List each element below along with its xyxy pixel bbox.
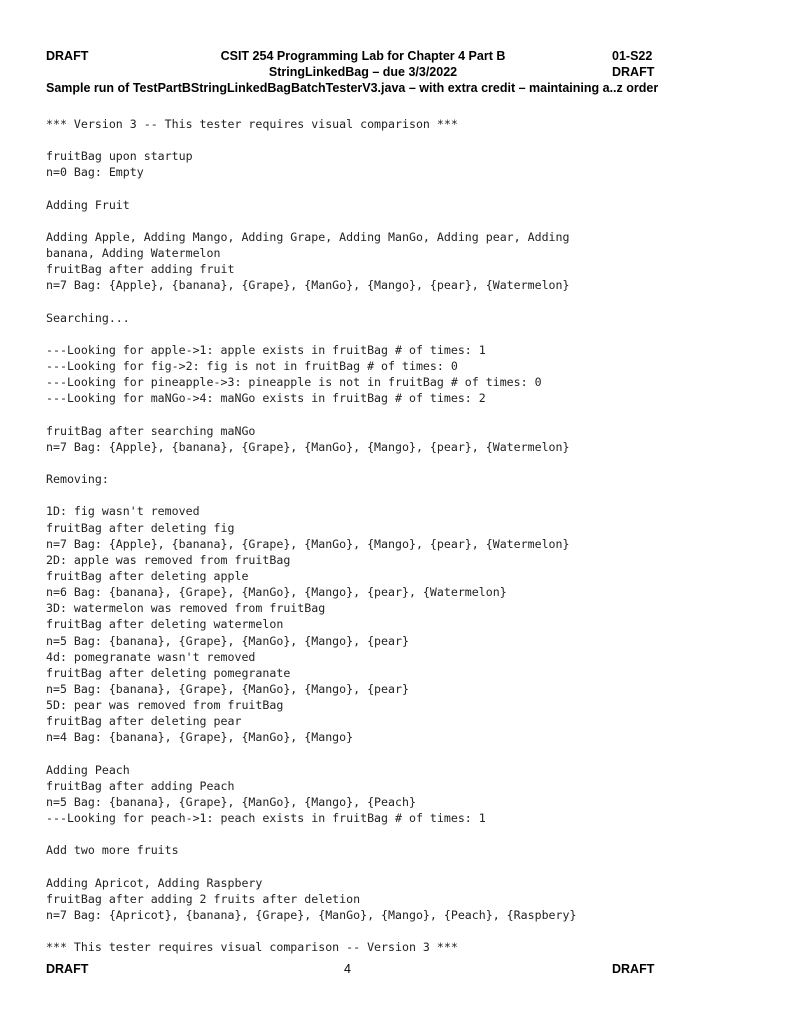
console-line xyxy=(46,858,746,874)
header-title: CSIT 254 Programming Lab for Chapter 4 Part B xyxy=(220,49,506,63)
console-line: 2D: apple was removed from fruitBag xyxy=(46,552,291,567)
footer-draft-left: DRAFT xyxy=(46,962,89,976)
console-line: n=7 Bag: {Apple}, {banana}, {Grape}, {ManGo}, {Mango}, {pear}, {Watermelon} xyxy=(46,278,570,293)
console-line: n=0 Bag: Empty xyxy=(46,165,144,180)
console-line: Adding Fruit xyxy=(46,197,130,212)
console-line: fruitBag after deleting pomegranate xyxy=(46,665,291,680)
console-line: Adding Peach xyxy=(46,762,130,777)
console-line: fruitBag after deleting pear xyxy=(46,714,242,729)
console-line xyxy=(46,455,746,471)
console-line: n=7 Bag: {Apple}, {banana}, {Grape}, {ManGo}, {Mango}, {pear}, {Watermelon} xyxy=(46,439,570,454)
console-line: fruitBag after adding fruit xyxy=(46,262,235,277)
console-line: Add two more fruits xyxy=(46,843,179,858)
console-line: n=5 Bag: {banana}, {Grape}, {ManGo}, {Mango}, {pear} xyxy=(46,681,409,696)
console-line: ---Looking for maNGo->4: maNGo exists in fruitBag # of times: 2 xyxy=(46,391,486,406)
console-line: fruitBag after deleting apple xyxy=(46,568,249,583)
console-line: Adding Apricot, Adding Raspbery xyxy=(46,875,263,890)
console-line xyxy=(46,745,746,761)
header-draft-right: DRAFT xyxy=(612,65,655,79)
console-line xyxy=(46,326,746,342)
console-line: Removing: xyxy=(46,472,109,487)
console-line xyxy=(46,923,746,939)
console-line: n=5 Bag: {banana}, {Grape}, {ManGo}, {Mango}, {pear} xyxy=(46,633,409,648)
footer-page-number: 4 xyxy=(344,962,351,976)
console-line: 3D: watermelon was removed from fruitBag xyxy=(46,601,326,616)
console-line: fruitBag after adding Peach xyxy=(46,778,235,793)
console-line: ---Looking for apple->1: apple exists in fruitBag # of times: 1 xyxy=(46,342,486,357)
console-line: fruitBag after deleting fig xyxy=(46,520,235,535)
console-line: n=6 Bag: {banana}, {Grape}, {ManGo}, {Mango}, {pear}, {Watermelon} xyxy=(46,585,507,600)
console-line: ---Looking for peach->1: peach exists in fruitBag # of times: 1 xyxy=(46,811,486,826)
console-line xyxy=(46,826,746,842)
console-line: fruitBag upon startup xyxy=(46,149,193,164)
console-line: 4d: pomegranate wasn't removed xyxy=(46,649,256,664)
console-line: n=7 Bag: {Apricot}, {banana}, {Grape}, {ManGo}, {Mango}, {Peach}, {Raspbery} xyxy=(46,907,577,922)
console-line xyxy=(46,181,746,197)
console-line: ---Looking for pineapple->3: pineapple is not in fruitBag # of times: 0 xyxy=(46,375,542,390)
console-line xyxy=(46,132,746,148)
footer-draft-right: DRAFT xyxy=(612,962,655,976)
console-line: fruitBag after searching maNGo xyxy=(46,423,256,438)
console-line: n=4 Bag: {banana}, {Grape}, {ManGo}, {Mango} xyxy=(46,730,354,745)
console-line xyxy=(46,487,746,503)
console-line: 1D: fig wasn't removed xyxy=(46,504,200,519)
header-draft-left: DRAFT xyxy=(46,49,89,63)
console-line: Adding Apple, Adding Mango, Adding Grape, Adding ManGo, Adding pear, Adding xyxy=(46,229,570,244)
console-line: fruitBag after adding 2 fruits after deletion xyxy=(46,891,361,906)
console-line xyxy=(46,294,746,310)
console-line: n=7 Bag: {Apple}, {banana}, {Grape}, {ManGo}, {Mango}, {pear}, {Watermelon} xyxy=(46,536,570,551)
console-line: *** This tester requires visual comparison -- Version 3 *** xyxy=(46,940,458,955)
console-line: ---Looking for fig->2: fig is not in fruitBag # of times: 0 xyxy=(46,359,458,374)
console-line: *** Version 3 -- This tester requires visual comparison *** xyxy=(46,117,458,131)
console-line xyxy=(46,407,746,423)
console-output xyxy=(46,116,746,955)
console-line xyxy=(46,213,746,229)
document-subtitle: Sample run of TestPartBStringLinkedBagBatchTesterV3.java – with extra credit – maintaining a..z order xyxy=(46,81,659,95)
console-line: fruitBag after deleting watermelon xyxy=(46,617,284,632)
header-due-date: StringLinkedBag – due 3/3/2022 xyxy=(268,65,458,79)
console-line: Searching... xyxy=(46,310,130,325)
header-section-code: 01-S22 xyxy=(612,49,653,63)
console-line: banana, Adding Watermelon xyxy=(46,246,221,261)
console-line: 5D: pear was removed from fruitBag xyxy=(46,698,284,713)
console-line: n=5 Bag: {banana}, {Grape}, {ManGo}, {Mango}, {Peach} xyxy=(46,794,416,809)
